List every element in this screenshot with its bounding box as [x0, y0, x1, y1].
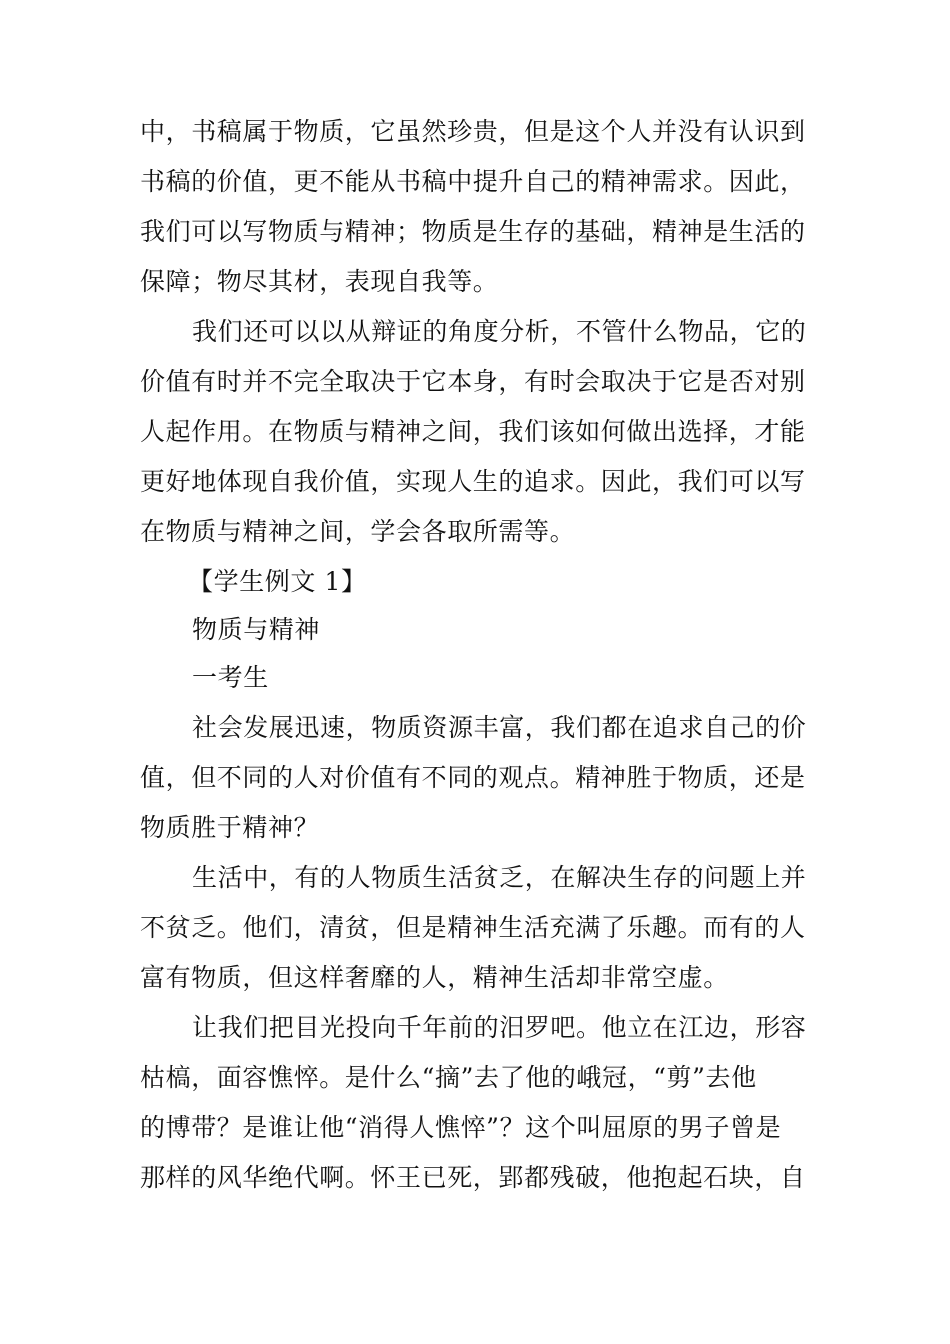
paragraph-start-line: 社会发展迅速，物质资源丰富，我们都在追求自己的价 — [192, 713, 807, 742]
text-line: 富有物质，但这样奢靡的人，精神生活却非常空虚。 — [140, 963, 729, 992]
text-line: 那样的风华绝代啊。怀王已死，郢都残破，他抱起石块，自 — [140, 1163, 806, 1192]
text-line: 枯槁，面容憔悴。是什么“摘”去了他的峨冠，“剪”去他 — [140, 1063, 757, 1092]
text-line: 更好地体现自我价值，实现人生的追求。因此，我们可以写 — [140, 467, 806, 496]
text-line: 不贫乏。他们，清贫，但是精神生活充满了乐趣。而有的人 — [140, 913, 806, 942]
text-line: 值，但不同的人对价值有不同的观点。精神胜于物质，还是 — [140, 763, 806, 792]
paragraph-start-line: 我们还可以以从辩证的角度分析，不管什么物品，它的 — [192, 317, 807, 346]
student-essay-heading: 【学生例文 1】 — [188, 567, 367, 596]
text-line: 在物质与精神之间，学会各取所需等。 — [140, 517, 576, 546]
text-line: 保障；物尽其材，表现自我等。 — [140, 267, 499, 296]
text-line: 价值有时并不完全取决于它本身，有时会取决于它是否对别 — [140, 367, 806, 396]
paragraph-start-line: 让我们把目光投向千年前的汨罗吧。他立在江边，形容 — [192, 1013, 807, 1042]
text-line: 物质胜于精神？ — [140, 813, 320, 842]
text-line: 中，书稿属于物质，它虽然珍贵，但是这个人并没有认识到 — [140, 117, 806, 146]
essay-title: 物质与精神 — [192, 615, 321, 644]
text-line: 我们可以写物质与精神；物质是生存的基础，精神是生活的 — [140, 217, 806, 246]
text-line: 书稿的价值，更不能从书稿中提升自己的精神需求。因此， — [140, 167, 806, 196]
text-line: 的博带？是谁让他“消得人憔悴”？这个叫屈原的男子曾是 — [140, 1113, 782, 1142]
paragraph-start-line: 生活中，有的人物质生活贫乏，在解决生存的问题上并 — [192, 863, 807, 892]
text-line: 人起作用。在物质与精神之间，我们该如何做出选择，才能 — [140, 417, 806, 446]
essay-author: 一考生 — [192, 663, 269, 692]
